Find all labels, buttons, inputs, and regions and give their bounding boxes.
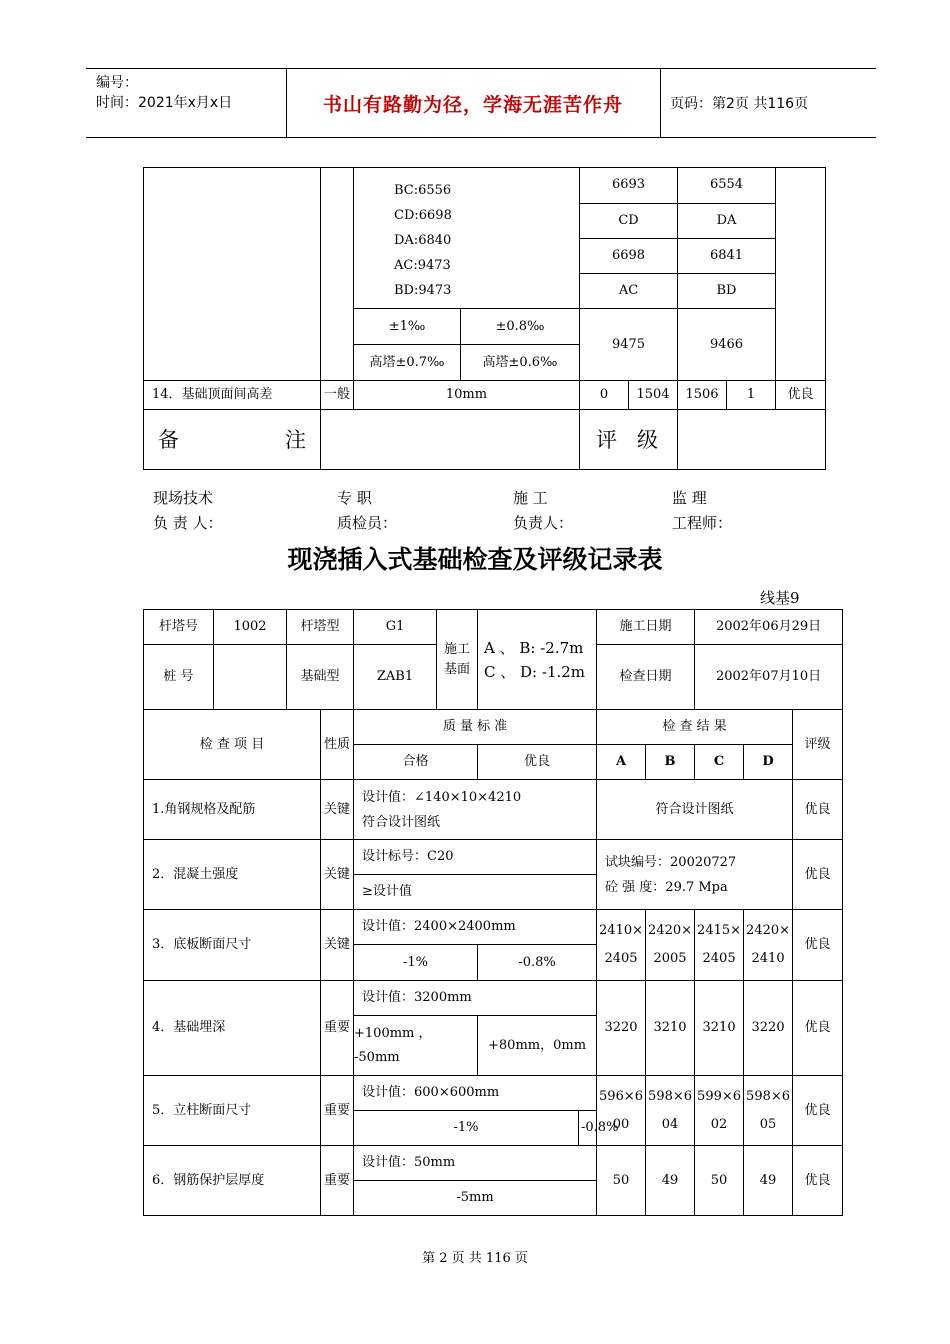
page-header [86,68,876,138]
res-cell: 6554 [678,168,776,203]
r5-ok: -1% [354,1111,579,1146]
sig-sup-1: 监 理 [672,489,707,507]
r4-b: 3210 [646,981,695,1076]
r4-good: +80mm，0mm [478,1016,597,1076]
ok-head: 合格 [354,745,478,780]
tol-ok [354,309,461,381]
sig-qc [337,486,397,536]
r4-c: 3210 [695,981,744,1076]
check-date: 2002年07月10日 [695,645,843,710]
r2-std2: ≥设计值 [354,875,597,910]
r2-res2: 砼 强 度：29.7 Mpa [605,879,728,895]
sig-con-2: 负责人： [513,514,574,532]
number-label: 编号： [96,75,138,91]
header-page-label: 页码：第2页 共116页 [670,96,809,112]
r1-standard [354,780,597,840]
row14-grade: 优良 [776,381,826,410]
diag-b: 9466 [678,309,776,381]
r3-good: -0.8% [478,945,597,981]
top-table [143,167,826,470]
grade-label [580,410,678,470]
base-level-cd: C 、 D: -1.2m [484,662,586,681]
sig-con [513,486,573,536]
std-head: 质 量 标 准 [354,710,597,745]
r5-good: -0.8% [579,1111,597,1146]
r2-grade: 优良 [793,840,843,910]
r6-tol: -5mm [354,1181,597,1216]
r2-res1: 试块编号：20020727 [605,854,737,870]
r1-result: 符合设计图纸 [597,780,793,840]
r1-nature: 关键 [321,780,354,840]
r1-std2: 符合设计图纸 [362,814,441,830]
col-a-head: A [597,745,646,780]
res-head: 检 查 结 果 [597,710,793,745]
tol-tower-good: 高塔±0.6‰ [482,355,558,370]
tower-no: 1002 [214,610,287,645]
row14-a: 0 [580,381,629,410]
r3-nature: 关键 [321,910,354,981]
base-level-label: 施工基面 [437,610,478,710]
r1-grade: 优良 [793,780,843,840]
grade-head: 评级 [793,710,843,780]
r4-d: 3220 [744,981,793,1076]
grade-left: 评 [596,427,617,452]
r3-grade: 优良 [793,910,843,981]
row14-b: 1504 [629,381,678,410]
page-footer: 第 2 页 共 116 页 [422,1251,528,1266]
row14-nature: 一般 [321,381,354,410]
good-head: 优良 [478,745,597,780]
r6-grade: 优良 [793,1146,843,1216]
page-title: 现浇插入式基础检查及评级记录表 [287,545,663,574]
remark-content [321,410,580,470]
row14-standard: 10mm [354,381,580,410]
r6-c: 50 [695,1146,744,1216]
res-cell: BD [678,273,776,308]
r1-std1: 设计值：∠140×10×4210 [362,789,522,805]
pile-value [214,645,287,710]
r1-item: 1.角钢规格及配筋 [144,780,321,840]
r2-std1: 设计标号：C20 [354,840,597,875]
r5-d: 598×605 [744,1076,793,1146]
grade-right: 级 [637,427,658,452]
main-table [143,609,843,1216]
sig-qc-2: 质检员： [337,514,398,532]
remark-label [144,410,321,470]
time-label: 时间：2021年x月x日 [96,95,233,111]
r5-std: 设计值：600×600mm [354,1076,597,1111]
sig-sup [672,486,732,536]
r4-std: 设计值：3200mm [354,981,597,1016]
r4-a: 3220 [597,981,646,1076]
r2-nature: 关键 [321,840,354,910]
row14-c: 1506 [678,381,727,410]
tower-no-label: 杆塔号 [144,610,214,645]
r6-a: 50 [597,1146,646,1216]
r3-c: 2415×2405 [695,910,744,981]
header-meta [96,73,232,113]
sig-con-1: 施 工 [513,489,548,507]
tol-normal-good: ±0.8‰ [461,309,579,345]
r3-ok: -1% [354,945,478,981]
pile-label: 桩 号 [144,645,214,710]
line-base-label: 线基9 [760,589,800,607]
std-ac: AC:9473 [394,258,451,273]
r5-a: 596×600 [597,1076,646,1146]
r2-item: 2．混凝土强度 [144,840,321,910]
col-c-head: C [695,745,744,780]
tower-type-label: 杆塔型 [287,610,354,645]
r3-item: 3．底板断面尺寸 [144,910,321,981]
distance-standard [354,168,580,309]
nature-head: 性质 [321,710,354,780]
row14-item: 14．基础顶面间高差 [144,381,321,410]
std-da: DA:6840 [394,233,452,248]
sig-sup-2: 工程师： [672,514,733,532]
base-level-ab: A 、 B: -2.7m [484,638,584,657]
r4-grade: 优良 [793,981,843,1076]
r6-nature: 重要 [321,1146,354,1216]
r6-d: 49 [744,1146,793,1216]
base-level-values [478,610,597,710]
check-date-label: 检查日期 [597,645,695,710]
diag-a: 9475 [580,309,678,381]
res-cell: 6841 [678,238,776,273]
r4-ok: +100mm ， -50mm [354,1016,478,1076]
remark-left: 备 [158,427,179,452]
sig-tech-1: 现场技术 [153,489,214,507]
r3-b: 2420×2005 [646,910,695,981]
top-blank-item [144,168,321,381]
r4-nature: 重要 [321,981,354,1076]
r6-b: 49 [646,1146,695,1216]
r5-c: 599×602 [695,1076,744,1146]
r4-item: 4．基础埋深 [144,981,321,1076]
header-motto: 书山有路勤为径，学海无涯苦作舟 [322,93,623,116]
res-cell: DA [678,203,776,238]
col-b-head: B [646,745,695,780]
grade-content [678,410,826,470]
r6-std: 设计值：50mm [354,1146,597,1181]
std-cd: CD:6698 [394,208,452,223]
tol-normal-ok: ±1‰ [354,309,460,345]
tol-good [461,309,580,381]
r6-item: 6．钢筋保护层厚度 [144,1146,321,1216]
r2-result [597,840,793,910]
found-type-label: 基础型 [287,645,354,710]
res-cell: 6698 [580,238,678,273]
res-cell: 6693 [580,168,678,203]
remark-right: 注 [285,427,306,452]
r5-b: 598×604 [646,1076,695,1146]
tol-tower-ok: 高塔±0.7‰ [369,355,445,370]
found-type: ZAB1 [354,645,437,710]
r5-nature: 重要 [321,1076,354,1146]
sig-qc-1: 专 职 [337,489,372,507]
std-bd: BD:9473 [394,283,452,298]
row14-d: 1 [727,381,776,410]
build-date-label: 施工日期 [597,610,695,645]
r5-item: 5．立柱断面尺寸 [144,1076,321,1146]
sig-tech-2: 负 责 人： [153,514,223,532]
r3-d: 2420×2410 [744,910,793,981]
top-blank-nature [321,168,354,381]
r3-a: 2410×2405 [597,910,646,981]
r5-grade: 优良 [793,1076,843,1146]
col-d-head: D [744,745,793,780]
res-cell: CD [580,203,678,238]
top-blank-grade [776,168,826,381]
std-bc: BC:6556 [394,183,452,198]
item-head: 检 查 项 目 [144,710,321,780]
res-cell: AC [580,273,678,308]
tower-type: G1 [354,610,437,645]
r3-std: 设计值：2400×2400mm [354,910,597,945]
distance-results [580,168,776,309]
sig-tech [153,486,223,536]
build-date: 2002年06月29日 [695,610,843,645]
